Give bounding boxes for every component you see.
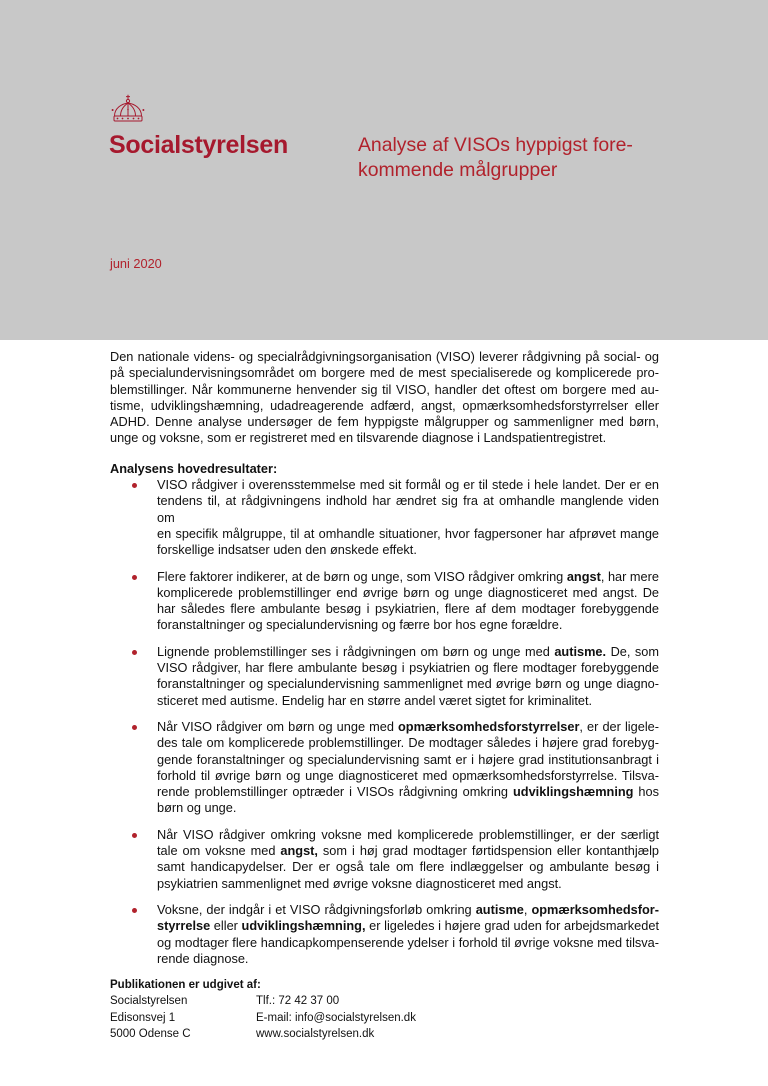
intro-line: unge og voksne, som er registreret med en tilsvarende diagnose i Landspatientregistret. (110, 430, 607, 446)
bold-term: angst (566, 568, 601, 584)
line-text: er ligeledes i højere grad uden for arbejdsmarkedet (365, 918, 659, 934)
line-text: rende problemstillinger optræder i VISOs rådgivning omkring (157, 784, 514, 800)
line-text: Voksne, der indgår i et VISO rådgivningsforløb omkring (157, 901, 476, 917)
line-text: , (523, 901, 532, 917)
bold-term: autisme. (554, 643, 607, 659)
result-line: komplicerede problemstillinger end øvrige børn og unge diagnosticeret med angst. De (157, 584, 659, 600)
result-item (110, 644, 659, 709)
result-item (110, 827, 659, 892)
line-text: eller (210, 918, 242, 934)
bold-term: angst, (280, 843, 318, 859)
bold-term: opmærksomhedsforstyrrelser (398, 718, 580, 734)
results-heading: Analysens hovedresultater: (110, 460, 278, 476)
result-line: tendens til, at rådgivningens indhold har ændret sig fra at omhandle manglende viden om (157, 493, 659, 525)
intro-line: blemstillinger. Når kommunerne henvender sig til VISO, handler det oftest om borgere med au- (110, 381, 659, 397)
cover-header (0, 0, 768, 340)
intro-line: ADHD. Denne analyse undersøger de fem hyppigste målgrupper og sammenligner med børn, (110, 414, 659, 430)
line-text: Flere faktorer indikerer, at de børn og unge, som VISO rådgiver omkring (157, 568, 567, 584)
result-line (157, 719, 659, 735)
result-line: Når VISO rådgiver omkring voksne med komplicerede problemstillinger, er der særligt (157, 826, 659, 842)
line-text: Lignende problemstillinger ses i rådgivningen om børn og unge med (157, 643, 555, 659)
bullet-icon (132, 908, 137, 913)
line-text: , har mere (600, 568, 659, 584)
result-line (157, 784, 659, 800)
result-line: foranstaltninger og specialundervisning og færre bor hos egne forældre. (157, 617, 563, 633)
bullet-icon (132, 833, 137, 838)
result-line: samt handicapydelser. Der er også tale om flere indlæggelser og ambulante besøg i (157, 859, 659, 875)
result-line (157, 902, 659, 918)
intro-line: Den nationale videns- og specialrådgivningsorganisation (VISO) leverer rådgivning på social- og (110, 349, 659, 364)
result-line: en specifik målgruppe, til at omhandle situationer, hvor fagpersoner har afprøvet mange (157, 525, 659, 541)
result-line (157, 918, 659, 934)
brand-logo-text: Socialstyrelsen (109, 131, 288, 159)
publisher-row (110, 993, 416, 1009)
line-text: , er der ligele- (579, 718, 659, 734)
result-line: VISO rådgiver i overensstemmelse med sit formål og er til stede i hele landet. Der er en (157, 477, 659, 493)
publication-date: juni 2020 (110, 256, 162, 271)
bullet-icon (132, 483, 137, 488)
bullet-icon (132, 650, 137, 655)
result-line: børn og unge. (157, 800, 237, 816)
line-text: De, som (606, 643, 660, 659)
bullet-icon (132, 725, 137, 730)
main-content (110, 349, 659, 977)
document-title (358, 133, 633, 183)
intro-paragraph (110, 349, 659, 447)
result-line: des tale om komplicerede problemstillinger. De modtager således i højere grad forebyg- (157, 735, 659, 751)
publisher-row (110, 1010, 416, 1026)
publisher-heading: Publikationen er udgivet af: (110, 979, 261, 991)
result-line: VISO rådgiver, har flere ambulante besøg i psykiatrien og flere modtager forebyggende (157, 660, 659, 676)
result-item (110, 477, 659, 558)
crown-icon (109, 94, 147, 126)
result-line: forskellige indsatser uden den ønskede effekt. (157, 542, 417, 558)
intro-line: på specialundervisningsområdet om borgere med de mest specialiserede og komplicerede pro- (110, 365, 659, 381)
line-text: tale om voksne med (157, 843, 281, 859)
publisher-address: Socialstyrelsen (110, 995, 188, 1008)
bold-term: udviklingshæmning, (241, 918, 366, 934)
line-text: hos (633, 784, 659, 800)
bold-term: autisme (475, 901, 524, 917)
publisher-info (110, 977, 416, 1042)
publisher-email: E-mail: info@socialstyrelsen.dk (256, 1011, 416, 1024)
result-line: sticeret med autisme. Endelig har en større andel været sigtet for kriminalitet. (157, 692, 593, 708)
result-item (110, 569, 659, 634)
bullet-icon (132, 575, 137, 580)
bold-term: opmærksomhedsfor- (531, 901, 659, 917)
result-line: gende foranstaltninger og specialundervisning samt er i højere grad institutionsanbragt i (157, 751, 659, 767)
result-line (157, 569, 659, 585)
line-text: Når VISO rådgiver om børn og unge med (157, 718, 399, 734)
result-line: foranstaltninger og specialundervisning sammenlignet med øvrige børn og unge diagno- (157, 676, 659, 692)
line-text: som i høj grad modtager førtidspension eller kontanthjælp (317, 843, 659, 859)
publisher-row (110, 1026, 416, 1042)
result-line: rende diagnose. (157, 950, 249, 966)
result-line: har således flere ambulante besøg i psykiatrien, flere af dem modtager forebyggende (157, 601, 659, 617)
title-line: Analyse af VISOs hyppigst fore- (358, 134, 633, 156)
result-line: forhold til øvrige børn og unge diagnosticeret med opmærksomhedsforstyrrelse. Tilsva- (157, 767, 659, 783)
publisher-address: 5000 Odense C (110, 1027, 191, 1040)
result-item (110, 902, 659, 967)
publisher-website: www.socialstyrelsen.dk (256, 1027, 375, 1040)
result-line (157, 644, 659, 660)
bold-term: styrrelse (157, 918, 211, 934)
result-item (110, 719, 659, 817)
title-line: kommende målgrupper (358, 159, 558, 181)
bold-term: udviklingshæmning (513, 784, 634, 800)
result-line (157, 843, 659, 859)
result-line: og modtager flere handicapkompenserende ydelser i forhold til øvrige voksne med tilsva- (157, 934, 659, 950)
intro-line: tisme, udviklingshæmning, udadreagerende adfærd, angst, opmærksomhedsforstyrrelser eller (110, 397, 659, 413)
publisher-phone: Tlf.: 72 42 37 00 (256, 995, 340, 1008)
publisher-address: Edisonsvej 1 (110, 1011, 176, 1024)
result-line: psykiatrien sammenlignet med øvrige voksne diagnosticeret med angst. (157, 875, 562, 891)
